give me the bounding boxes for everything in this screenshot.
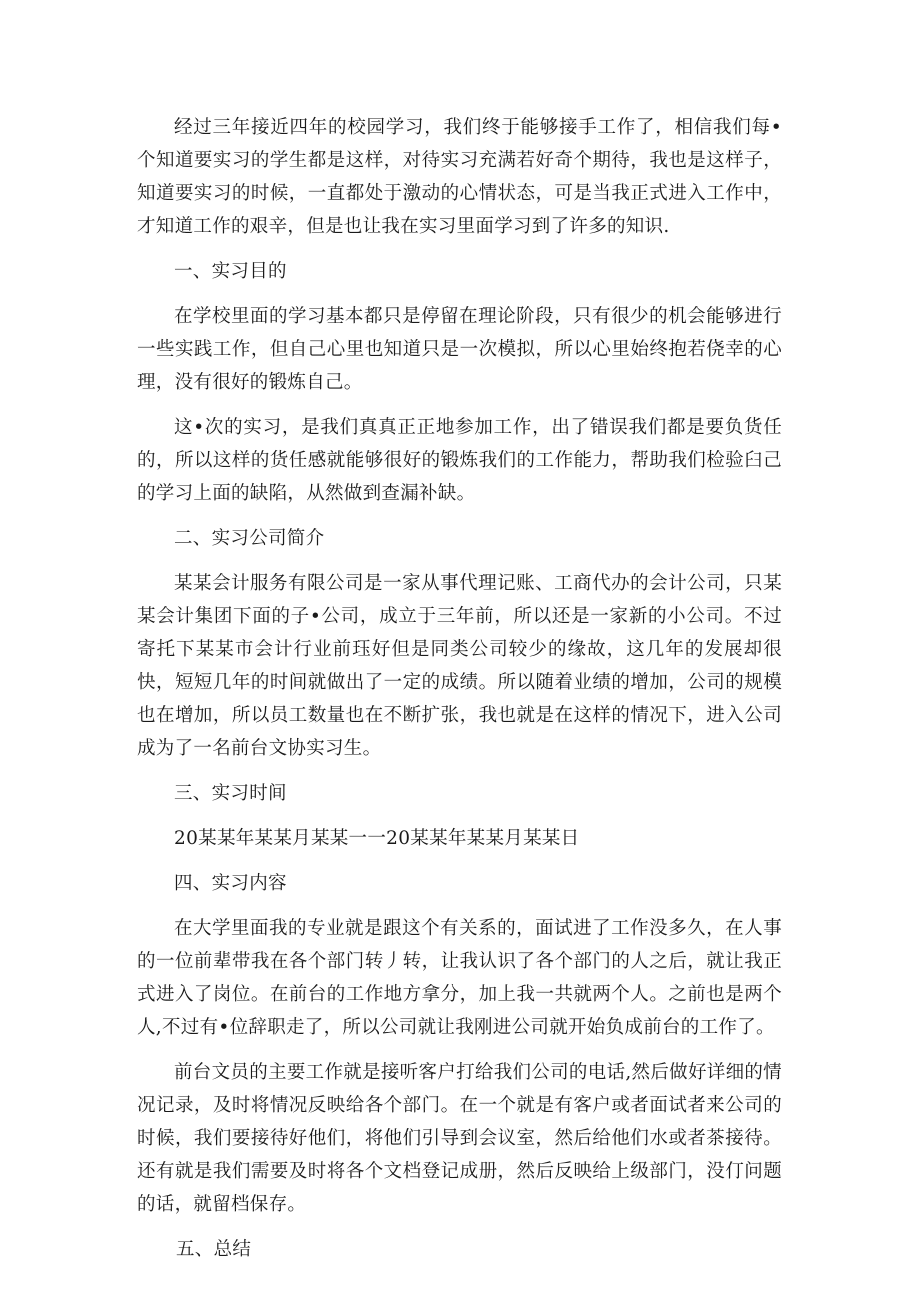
paragraph-company: 某某会计服务有限公司是一家从事代理记账、工商代办的会计公司，只某某会计集团下面的子•公司，成立于三年前，所以还是一家新的小公司。不过寄托下某某市会计行业前珏好但是同类公司较少的缘故，这几年的发展却很快，短短几年的时间就做出了一定的成绩。所以随着业绩的增加，公司的规模也在增加，所以员工数量也在不断扩张，我也就是在这样的情况下，进入公司成为了一名前台文协实习生。 <box>137 573 782 759</box>
heading-summary: 五、总结 <box>176 1239 252 1260</box>
paragraph-content-2: 前台文员的主要工作就是接听客户打给我们公司的电话,然后做好详细的情况记录，及时将情况反映给各个部门。在一个就是有客户或者面试者来公司的时候，我们要接待好他们，将他们引导到会议室，然后给他们水或者茶接待。还有就是我们需要及时将各个文档登记成册，然后反映给上级部门，没仃问题的话，就留档保存。 <box>137 1062 782 1215</box>
paragraph-intro: 经过三年接近四年的校园学习，我们终于能够接手工作了，相信我们每•个知道要实习的学生都是这样，对待实习充满若好奇个期待，我也是这样子，知道要实习的时候，一直都处于激动的心情状态，可是当我正式进入工作中，才知道工作的艰辛，但是也让我在实习里面学习到了许多的知识. <box>137 117 782 237</box>
paragraph-purpose-2: 这•次的实习，是我们真真正正地参加工作，出了错误我们都是要负货任的，所以这样的货任感就能够很好的锻炼我们的工作能力，帮助我们检验臼己的学习上面的缺陷，从然做到查漏补缺。 <box>137 417 782 504</box>
paragraph-content-1: 在大学里面我的专业就是跟这个有关系的，面试进了工作没多久，在人事的一位前辈带我在各个部门转丿转，让我认识了各个部门的人之后，就让我正式进入了岗位。在前台的工作地方拿分，加上我一共就两个人。之前也是两个人,不过有•位辞职走了，所以公司就让我刚进公司就开始负成前台的工作了。 <box>137 918 782 1038</box>
paragraph-purpose-1: 在学校里面的学习基本都只是停留在理论阶段，只有很少的机会能够进行一些实践工作，但自己心里也知道只是一次模拟，所以心里始终抱若侥幸的心理，没有很好的锻炼自己。 <box>137 306 782 393</box>
heading-internship-content: 四、实习内容 <box>174 873 287 894</box>
document-body <box>137 111 782 1278</box>
heading-company-intro: 二、实习公司简介 <box>174 528 325 549</box>
heading-internship-time: 三、实习时间 <box>174 783 287 804</box>
internship-date-range: 20某某年某某月某某一一20某某年某某月某某日 <box>174 828 580 849</box>
heading-internship-purpose: 一、实习目的 <box>174 261 287 282</box>
